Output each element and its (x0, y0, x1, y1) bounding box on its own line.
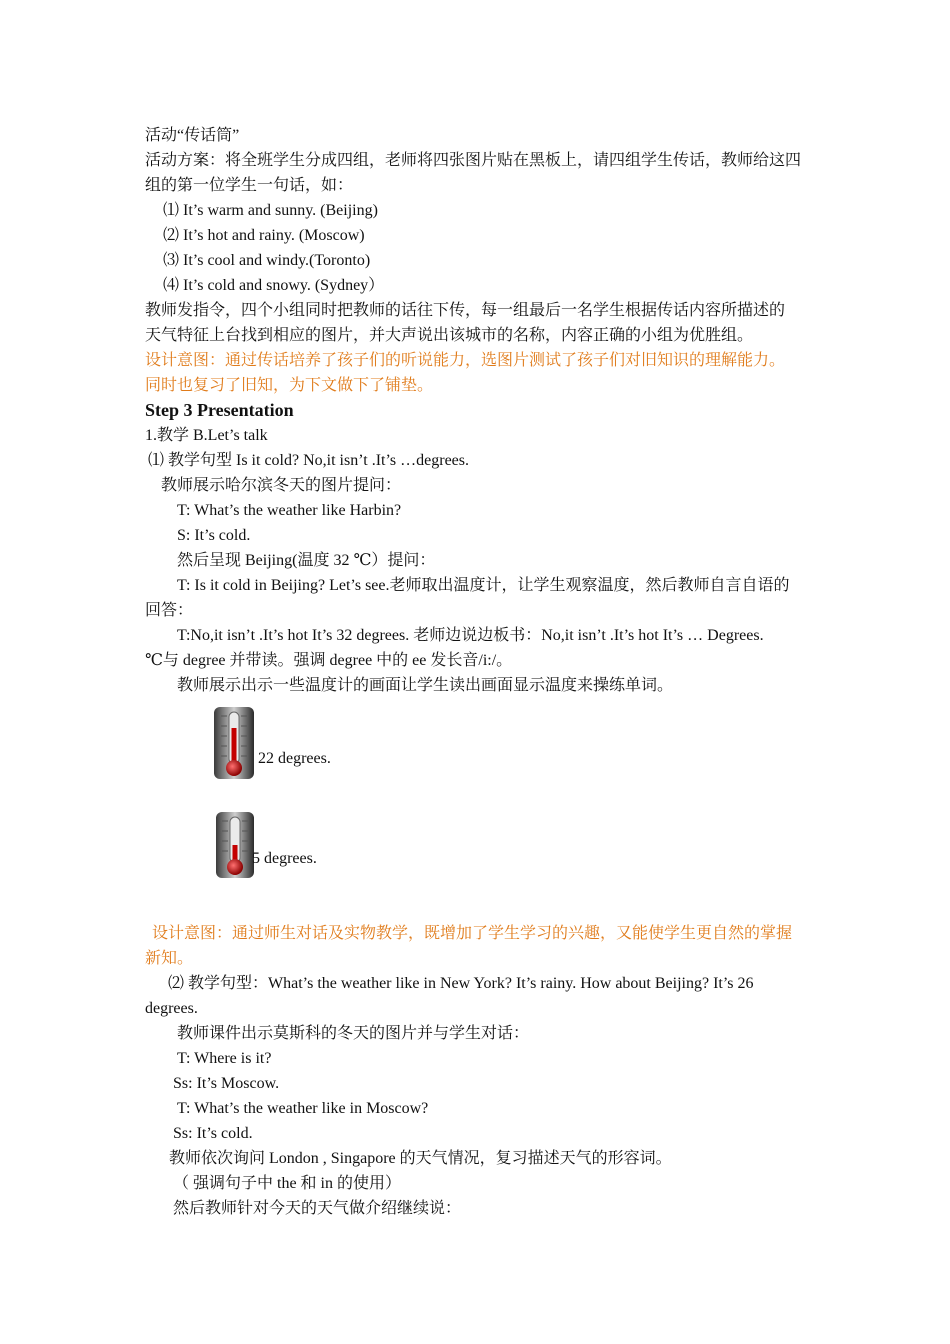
temperature-label-1: 22 degrees. (258, 750, 331, 767)
sentence-3: ⑶ It’s cool and windy.(Toronto) (163, 252, 371, 269)
dialogue-t5: T: What’s the weather like in Moscow? (177, 1100, 429, 1117)
dialogue-ss1: Ss: It’s Moscow. (173, 1075, 280, 1092)
dialogue-s1: S: It’s cold. (177, 527, 251, 544)
dialogue-ss2: Ss: It’s cold. (173, 1125, 253, 1142)
step-heading: Step 3 Presentation (145, 400, 294, 420)
sentence-2: ⑵ It’s hot and rainy. (Moscow) (163, 227, 365, 244)
pattern-2: ⑵ 教学句型：What’s the weather like in New York? It’s rainy. How about Beijing? It’s 26 (168, 975, 754, 992)
instruction: 教师发指令，四个小组同时把教师的话往下传，每一组最后一名学生根据传话内容所描述的 (145, 302, 786, 319)
present-beijing: 然后呈现 Beijing(温度 32 ℃）提问： (177, 552, 436, 569)
emphasis-note: （ 强调句子中 the 和 in 的使用） (173, 1175, 401, 1192)
section-item-1: 1.教学 B.Let’s talk (145, 427, 268, 444)
moscow-intro: 教师课件出示莫斯科的冬天的图片并与学生对话： (177, 1025, 530, 1042)
dialogue-t1: T: What’s the weather like Harbin? (177, 502, 402, 519)
activity-title: 活动“传话筒” (145, 127, 240, 144)
design-intent-1: 设计意图：通过传话培养了孩子们的听说能力，选图片测试了孩子们对旧知识的理解能力。 (145, 352, 786, 369)
design-intent-2: 设计意图：通过师生对话及实物教学，既增加了学生学习的兴趣，又能使学生更自然的掌握 (152, 925, 793, 942)
dialogue-t4: T: Where is it? (177, 1050, 272, 1067)
dialogue-t2: T: Is it cold in Beijing? Let’s see.老师取出温度计，让学生观察温度，然后教师自言自语的 (177, 577, 790, 594)
review-adjectives: 教师依次询问 London , Singapore 的天气情况，复习描述天气的形容词。 (169, 1150, 672, 1167)
degree-note: ℃与 degree 并带读。强调 degree 中的 ee 发长音/i:/。 (145, 652, 513, 669)
dialogue-t3: T:No,it isn’t .It’s hot It’s 32 degrees. 老师边说边板书：No,it isn’t .It’s hot It’s … Degrees. (177, 627, 764, 644)
sentence-4: ⑷ It’s cold and snowy. (Sydney） (163, 277, 385, 294)
instruction-cont: 天气特征上台找到相应的图片，并大声说出该城市的名称，内容正确的小组为优胜组。 (145, 327, 754, 344)
dialogue-t2-cont: 回答： (145, 602, 194, 619)
sentence-1: ⑴ It’s warm and sunny. (Beijing) (163, 202, 378, 219)
design-intent-2-cont: 新知。 (145, 950, 194, 967)
pattern-2-cont: degrees. (145, 1000, 198, 1017)
activity-plan: 活动方案：将全班学生分成四组，老师将四张图片贴在黑板上，请四组学生传话，教师给这四 (145, 152, 802, 169)
thermometer-practice: 教师展示出示一些温度计的画面让学生读出画面显示温度来操练单词。 (177, 677, 674, 694)
teacher-shows-harbin: 教师展示哈尔滨冬天的图片提问： (161, 477, 402, 494)
thermometer-icon (212, 706, 256, 780)
continue-note: 然后教师针对今天的天气做介绍继续说： (173, 1200, 462, 1217)
pattern-1: ⑴ 教学句型 Is it cold? No,it isn’t .It’s …degrees. (148, 452, 470, 469)
activity-plan-cont: 组的第一位学生一句话，如： (145, 177, 354, 194)
temperature-label-2: 5 degrees. (252, 850, 317, 867)
design-intent-1-cont: 同时也复习了旧知，为下文做下了铺垫。 (145, 377, 434, 394)
